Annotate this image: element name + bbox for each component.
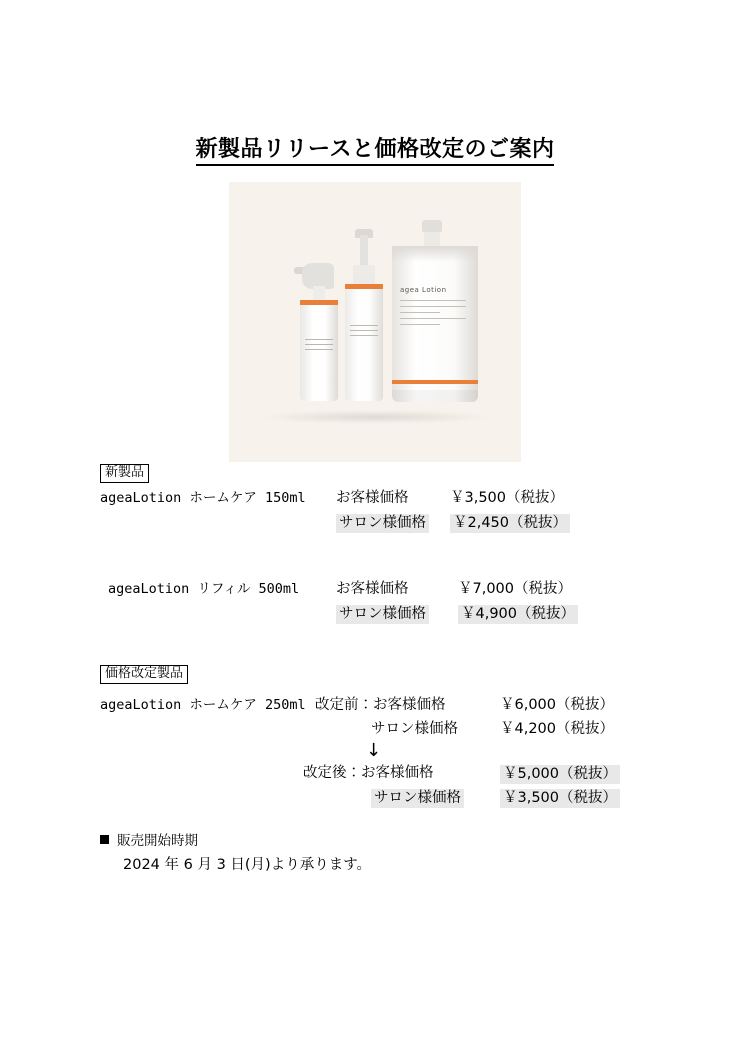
price-value-new-1-salon: ￥2,450（税抜）	[450, 514, 570, 533]
price-label-new-2-salon: サロン様価格	[336, 605, 429, 624]
price-value-new-2-customer: ￥7,000（税抜）	[458, 581, 573, 597]
revised-after-customer-price: ￥5,000（税抜）	[500, 765, 620, 784]
spray-bottle-small-icon	[300, 253, 338, 401]
product-name-new-1: ageaLotion ホームケア 150ml	[100, 490, 306, 506]
revised-after-salon-label: サロン様価格	[371, 789, 464, 808]
pouch-brand-label: agea Lotion	[400, 286, 447, 294]
spray-bottle-medium-icon	[345, 229, 383, 401]
section-tag-revised-products: 価格改定製品	[100, 665, 188, 684]
release-heading-text: 販売開始時期	[117, 833, 198, 849]
section-tag-new-products: 新製品	[100, 464, 149, 483]
revised-before-salon-label: サロン様価格	[371, 721, 458, 737]
product-photo	[229, 182, 521, 462]
photo-shadow	[257, 410, 493, 424]
release-heading	[100, 833, 198, 849]
arrow-down-icon: ↓	[366, 740, 382, 761]
price-value-new-2-salon: ￥4,900（税抜）	[458, 605, 578, 624]
revised-before-label: 改定前：お客様価格	[315, 697, 446, 713]
page-title-text: 新製品リリースと価格改定のご案内	[196, 137, 555, 166]
revised-before-salon-price: ￥4,200（税抜）	[500, 721, 615, 737]
release-body: 2024 年 6 月 3 日(月)より承ります。	[123, 857, 372, 873]
page-title	[0, 132, 750, 163]
price-label-new-2-customer: お客様価格	[336, 581, 409, 597]
revised-after-label: 改定後：お客様価格	[303, 765, 434, 781]
price-value-new-1-customer: ￥3,500（税抜）	[450, 490, 565, 506]
product-name-revised: ageaLotion ホームケア 250ml	[100, 697, 306, 713]
square-bullet-icon	[100, 835, 109, 844]
price-label-new-1-salon: サロン様価格	[336, 514, 429, 533]
revised-after-salon-price: ￥3,500（税抜）	[500, 789, 620, 808]
product-name-new-2: ageaLotion リフィル 500ml	[108, 581, 300, 597]
refill-pouch-icon	[392, 220, 478, 402]
price-label-new-1-customer: お客様価格	[336, 490, 409, 506]
revised-before-customer-price: ￥6,000（税抜）	[500, 697, 615, 713]
